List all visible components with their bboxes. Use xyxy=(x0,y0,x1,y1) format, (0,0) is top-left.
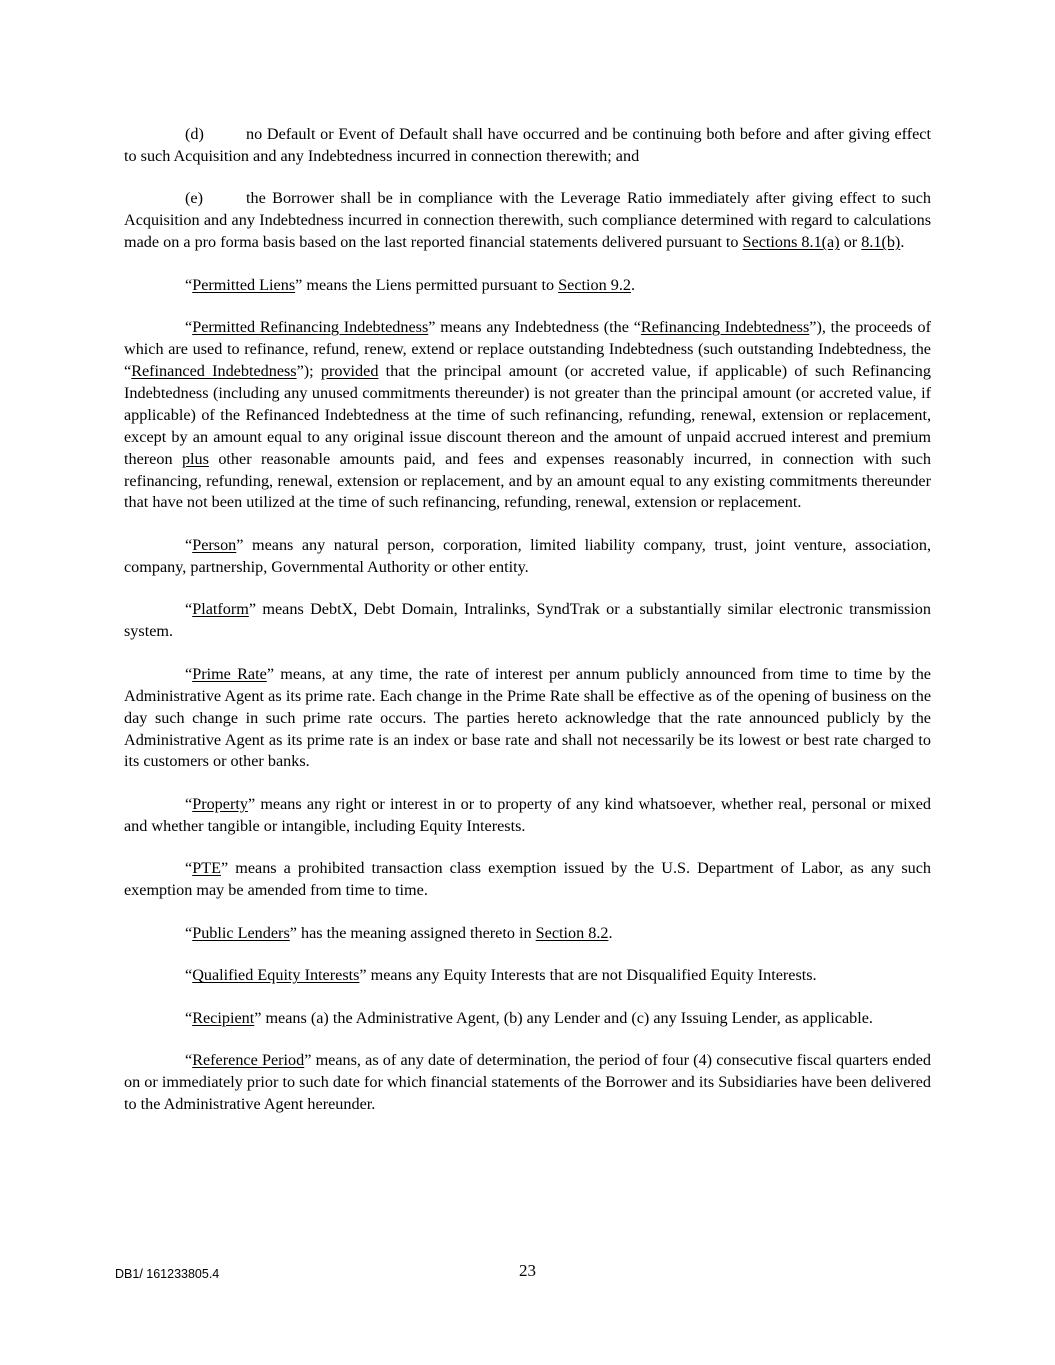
definition-text: ” means any natural person, corporation, limited liability company, trust, joint venture, association, company, partnership, Governmental Authority or other entity. xyxy=(124,535,931,576)
section-reference-link: Section 8.2 xyxy=(535,923,609,942)
emphasis-plus: plus xyxy=(181,449,209,468)
defined-term: Reference Period xyxy=(192,1051,305,1070)
section-reference-link: Sections 8.1(a) xyxy=(742,233,840,252)
defined-term: Platform xyxy=(192,600,249,619)
definition-text: ” means a prohibited transaction class exemption issued by the U.S. Department of Labor, as any such exemption may be amended from time to time. xyxy=(124,859,931,900)
definition-text: ” means any right or interest in or to property of any kind whatsoever, whether real, personal or mixed and whether tangible or intangible, including Equity Interests. xyxy=(124,794,931,835)
document-body xyxy=(124,124,931,1137)
definition-text: ” has the meaning assigned thereto in xyxy=(289,923,536,942)
section-reference-link: 8.1(b) xyxy=(861,233,901,252)
definition-property: “Property” means any right or interest in or to property of any kind whatsoever, whether real, personal or mixed and whether tangible or intangible, including Equity Interests. xyxy=(124,794,931,835)
definition-text: ” means, at any time, the rate of interest per annum publicly announced from time to time by the Administrative Agent as its prime rate. Each change in the Prime Rate shall be effective as of the opening of business on the day such change in such prime rate occurs. The parties hereto acknowledge that the rate announced publicly by the Administrative Agent as its prime rate is an index or base rate and shall not necessarily be its lowest or best rate charged to its customers or other banks. xyxy=(124,664,931,771)
definition-text-end: . xyxy=(630,275,636,294)
definition-text: that the principal amount (or accreted value, if applicable) of such Refinancing Indebtedness (including any unused commitments thereunder) is not greater than the principal amount (or accreted value, if applicable) of the Refinanced Indebtedness at the time of such refinancing, refunding, renewal, extension or replacement, except by an amount equal to any original issue discount thereon and the amount of unpaid accrued interest and premium thereon xyxy=(124,362,931,468)
definition-text: ” means the Liens permitted pursuant to xyxy=(295,275,559,294)
definition-text: ” means, as of any date of determination, the period of four (4) consecutive fiscal quarters ended on or immediately prior to such date for which financial statements of the Borrower and its Subsidiaries have been delivered to the Administrative Agent hereunder. xyxy=(124,1051,931,1114)
definition-person: “Person” means any natural person, corporation, limited liability company, trust, joint venture, association, company, partnership, Governmental Authority or other entity. xyxy=(124,535,931,576)
definition-qualified-equity-interests: “Qualified Equity Interests” means any Equity Interests that are not Disqualified Equity Interests. xyxy=(185,966,817,985)
definition-platform: “Platform” means DebtX, Debt Domain, Intralinks, SyndTrak or a substantially similar electronic transmission system. xyxy=(124,600,931,641)
clause-e-text-end: . xyxy=(900,233,905,252)
definition-permitted-liens: “Permitted Liens” means the Liens permitted pursuant to Section 9.2. xyxy=(185,275,636,294)
defined-term: Refinanced Indebtedness xyxy=(131,362,297,381)
definition-text: ” means any Equity Interests that are not Disqualified Equity Interests. xyxy=(359,966,817,985)
page-number: 23 xyxy=(519,1261,536,1280)
definition-text: other reasonable amounts paid, and fees and expenses reasonably incurred, in connection with such refinancing, refunding, renewal, extension or replacement, and by an amount equal to any existing commitments thereunder that have not been utilized at the time of such refinancing, refunding, renewal, extension or replacement. xyxy=(124,449,931,512)
definition-text: ”), the proceeds of which are used to refinance, refund, renew, extend or replace outstanding Indebtedness (such outstanding Indebtedness, the “ xyxy=(124,318,931,381)
document-id: DB1/ 161233805.4 xyxy=(115,1267,220,1281)
section-reference-link: Section 9.2 xyxy=(558,275,631,294)
clause-d xyxy=(124,124,931,168)
emphasis-provided: provided xyxy=(320,362,379,381)
clause-e-text-mid: or xyxy=(839,233,862,252)
definition-pte: “PTE” means a prohibited transaction class exemption issued by the U.S. Department of Labor, as any such exemption may be amended from time to time. xyxy=(124,859,931,900)
clause-d-label: (d) xyxy=(185,125,204,143)
definition-text: ” means (a) the Administrative Agent, (b) any Lender and (c) any Issuing Lender, as applicable. xyxy=(254,1008,873,1027)
defined-term: Property xyxy=(192,794,248,813)
definition-recipient: “Recipient” means (a) the Administrative Agent, (b) any Lender and (c) any Issuing Lender, as applicable. xyxy=(185,1008,873,1027)
definition-text: ” means any Indebtedness (the “ xyxy=(428,318,641,337)
clause-e xyxy=(124,188,931,254)
definition-reference-period: “Reference Period” means, as of any date of determination, the period of four (4) consecutive fiscal quarters ended on or immediately prior to such date for which financial statements of the Borrower and its Subsidiaries have been delivered to the Administrative Agent hereunder. xyxy=(124,1051,931,1114)
definition-text: ”); xyxy=(296,362,321,381)
defined-term: Permitted Liens xyxy=(192,275,296,294)
definition-public-lenders: “Public Lenders” has the meaning assigned thereto in Section 8.2. xyxy=(185,923,613,942)
defined-term: Qualified Equity Interests xyxy=(192,966,360,985)
defined-term: Person xyxy=(192,535,237,554)
defined-term: Refinancing Indebtedness xyxy=(640,318,810,337)
clause-e-label: (e) xyxy=(185,189,203,208)
definition-prime-rate: “Prime Rate” means, at any time, the rate of interest per annum publicly announced from time to time by the Administrative Agent as its prime rate. Each change in the Prime Rate shall be effective as of the opening of business on the day such change in such prime rate occurs. The parties hereto acknowledge that the rate announced publicly by the Administrative Agent as its prime rate is an index or base rate and shall not necessarily be its lowest or best rate charged to its customers or other banks. xyxy=(124,664,931,771)
defined-term: Recipient xyxy=(192,1008,255,1027)
defined-term: Public Lenders xyxy=(192,923,290,942)
definition-text: ” means DebtX, Debt Domain, Intralinks, SyndTrak or a substantially similar electronic transmission system. xyxy=(124,600,931,641)
defined-term: Permitted Refinancing Indebtedness xyxy=(192,318,429,337)
clause-d-text: no Default or Event of Default shall have occurred and be continuing both before and after giving effect to such Acquisition and any Indebtedness incurred in connection therewith; and xyxy=(124,125,931,165)
definition-text-end: . xyxy=(608,923,613,942)
definition-permitted-refinancing-indebtedness: “Permitted Refinancing Indebtedness” means any Indebtedness (the “Refinancing Indebtedness”), the proceeds of which are used to refinance, refund, renew, extend or replace outstanding Indebtedness (such outstanding Indebtedness, the “Refinanced Indebtedness”); provided that the principal amount (or accreted value, if applicable) of such Refinancing Indebtedness (including any unused commitments thereunder) is not greater than the principal amount (or accreted value, if applicable) of the Refinanced Indebtedness at the time of such refinancing, refunding, renewal, extension or replacement, except by an amount equal to any original issue discount thereon and the amount of unpaid accrued interest and premium thereon plus other reasonable amounts paid, and fees and expenses reasonably incurred, in connection with such refinancing, refunding, renewal, extension or replacement, and by an amount equal to any existing commitments thereunder that have not been utilized at the time of such refinancing, refunding, renewal, extension or replacement. xyxy=(124,318,931,512)
defined-term: Prime Rate xyxy=(192,664,267,683)
defined-term: PTE xyxy=(192,859,221,878)
clause-e-text: the Borrower shall be in compliance with the Leverage Ratio immediately after giving effect to such Acquisition and any Indebtedness incurred in connection therewith, such compliance determined with regard to calculations made on a pro forma basis based on the last reported financial statements delivered pursuant to xyxy=(124,189,931,252)
